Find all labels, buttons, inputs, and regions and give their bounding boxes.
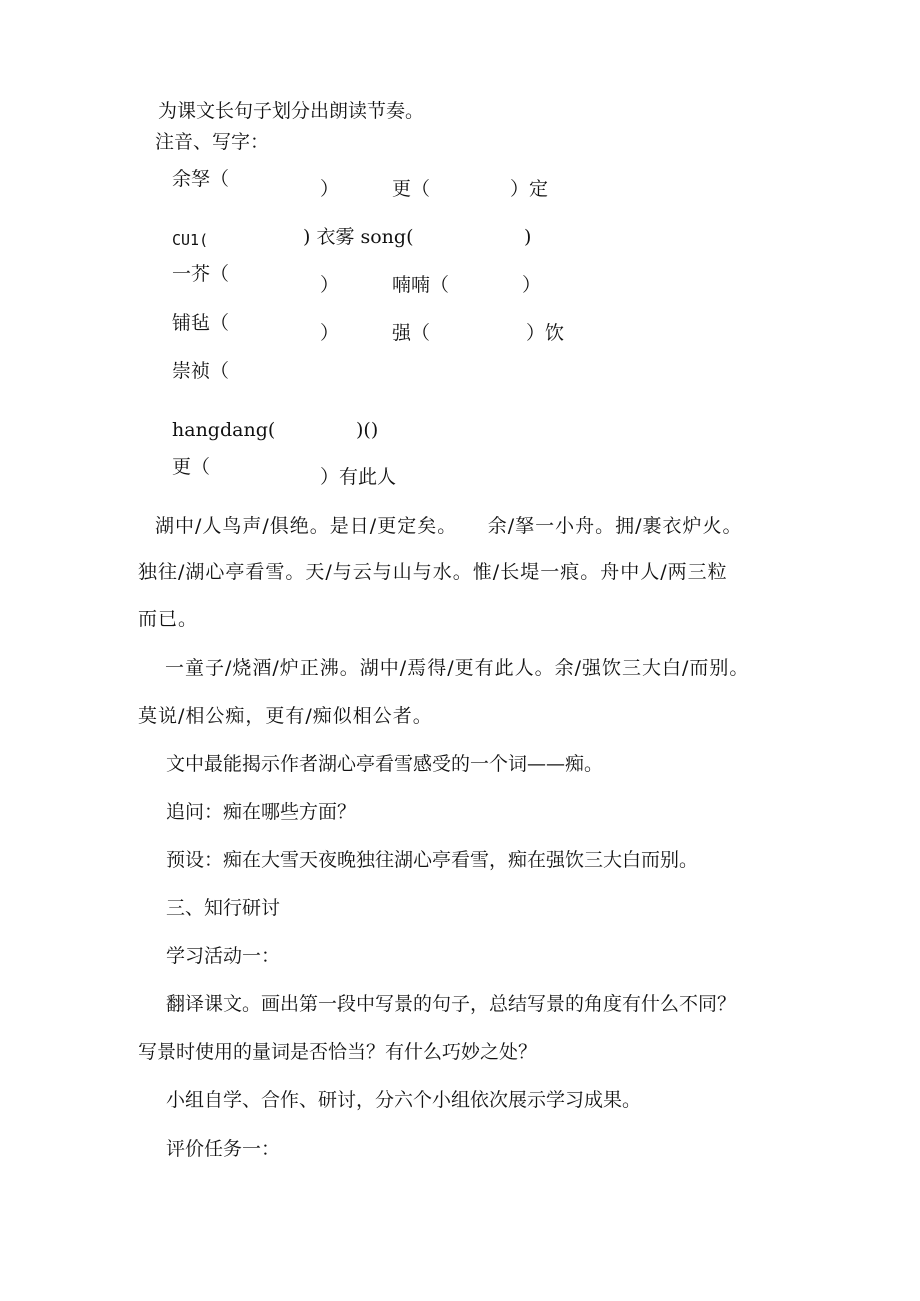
- intro-line-2: 注音、写字：: [155, 131, 270, 153]
- pinyin-item-you-ci-ren: ）有此人: [320, 466, 397, 488]
- passage-line-5: 莫说/相公痴，更有/痴似相公者。: [138, 705, 433, 727]
- task-heading: 评价任务一：: [166, 1138, 281, 1160]
- paragraph-chi: 文中最能揭示作者湖心亭看雪感受的一个词——痴。: [166, 753, 604, 775]
- paragraph-translate-2: 写景时使用的量词是否恰当？有什么巧妙之处？: [138, 1041, 538, 1063]
- intro-line-1: 为课文长句子划分出朗读节奏。: [158, 100, 425, 122]
- pinyin-paren-close: )(): [356, 419, 379, 441]
- pinyin-item-yu-nu: 余孥（: [172, 168, 230, 190]
- pinyin-item-pu-zhan: 铺毡（: [172, 312, 230, 334]
- pinyin-item-yin: ）饮: [526, 322, 565, 344]
- pinyin-paren-close: ）: [320, 322, 340, 344]
- paragraph-question: 追问：痴在哪些方面？: [166, 801, 357, 823]
- paragraph-translate-1: 翻译课文。画出第一段中写景的句子，总结写景的角度有什么不同？: [166, 993, 737, 1015]
- section-heading: 三、知行研讨: [166, 897, 281, 919]
- pinyin-item-hangdang: hangdang(: [172, 419, 276, 441]
- paragraph-preset: 预设：痴在大雪天夜晚独往湖心亭看雪，痴在强饮三大白而别。: [166, 849, 699, 871]
- pinyin-item-geng-you: 更（: [172, 456, 211, 478]
- passage-line-2: 独往/湖心亭看雪。天/与云与山与水。惟/长堤一痕。舟中人/两三粒: [138, 561, 728, 583]
- passage-line-4: 一童子/烧酒/炉正沸。湖中/焉得/更有此人。余/强饮三大白/而别。: [165, 657, 750, 679]
- pinyin-item-cui: CU1(: [172, 231, 209, 249]
- pinyin-item-ding: ）定: [510, 178, 549, 200]
- pinyin-item-song: ) 衣雾 song(: [303, 226, 414, 248]
- pinyin-item-chong-zhen: 崇祯（: [172, 360, 230, 382]
- pinyin-item-nan-nan: 喃喃（: [392, 274, 450, 296]
- pinyin-item-qiang: 强（: [392, 322, 431, 344]
- passage-line-1: 湖中/人鸟声/俱绝。是日/更定矣。 余/拏一小舟。拥/裹衣炉火。: [155, 515, 743, 537]
- pinyin-paren-close: ）: [320, 274, 340, 296]
- paragraph-groups: 小组自学、合作、研讨，分六个小组依次展示学习成果。: [166, 1089, 642, 1111]
- pinyin-item-yi-jie: 一芥（: [172, 263, 230, 285]
- pinyin-paren-close: ): [524, 226, 532, 248]
- pinyin-item-geng: 更（: [392, 178, 431, 200]
- passage-line-3: 而已。: [138, 608, 199, 630]
- pinyin-paren-close: ）: [320, 178, 340, 200]
- pinyin-paren-close: ）: [522, 274, 542, 296]
- activity-heading: 学习活动一：: [166, 945, 281, 967]
